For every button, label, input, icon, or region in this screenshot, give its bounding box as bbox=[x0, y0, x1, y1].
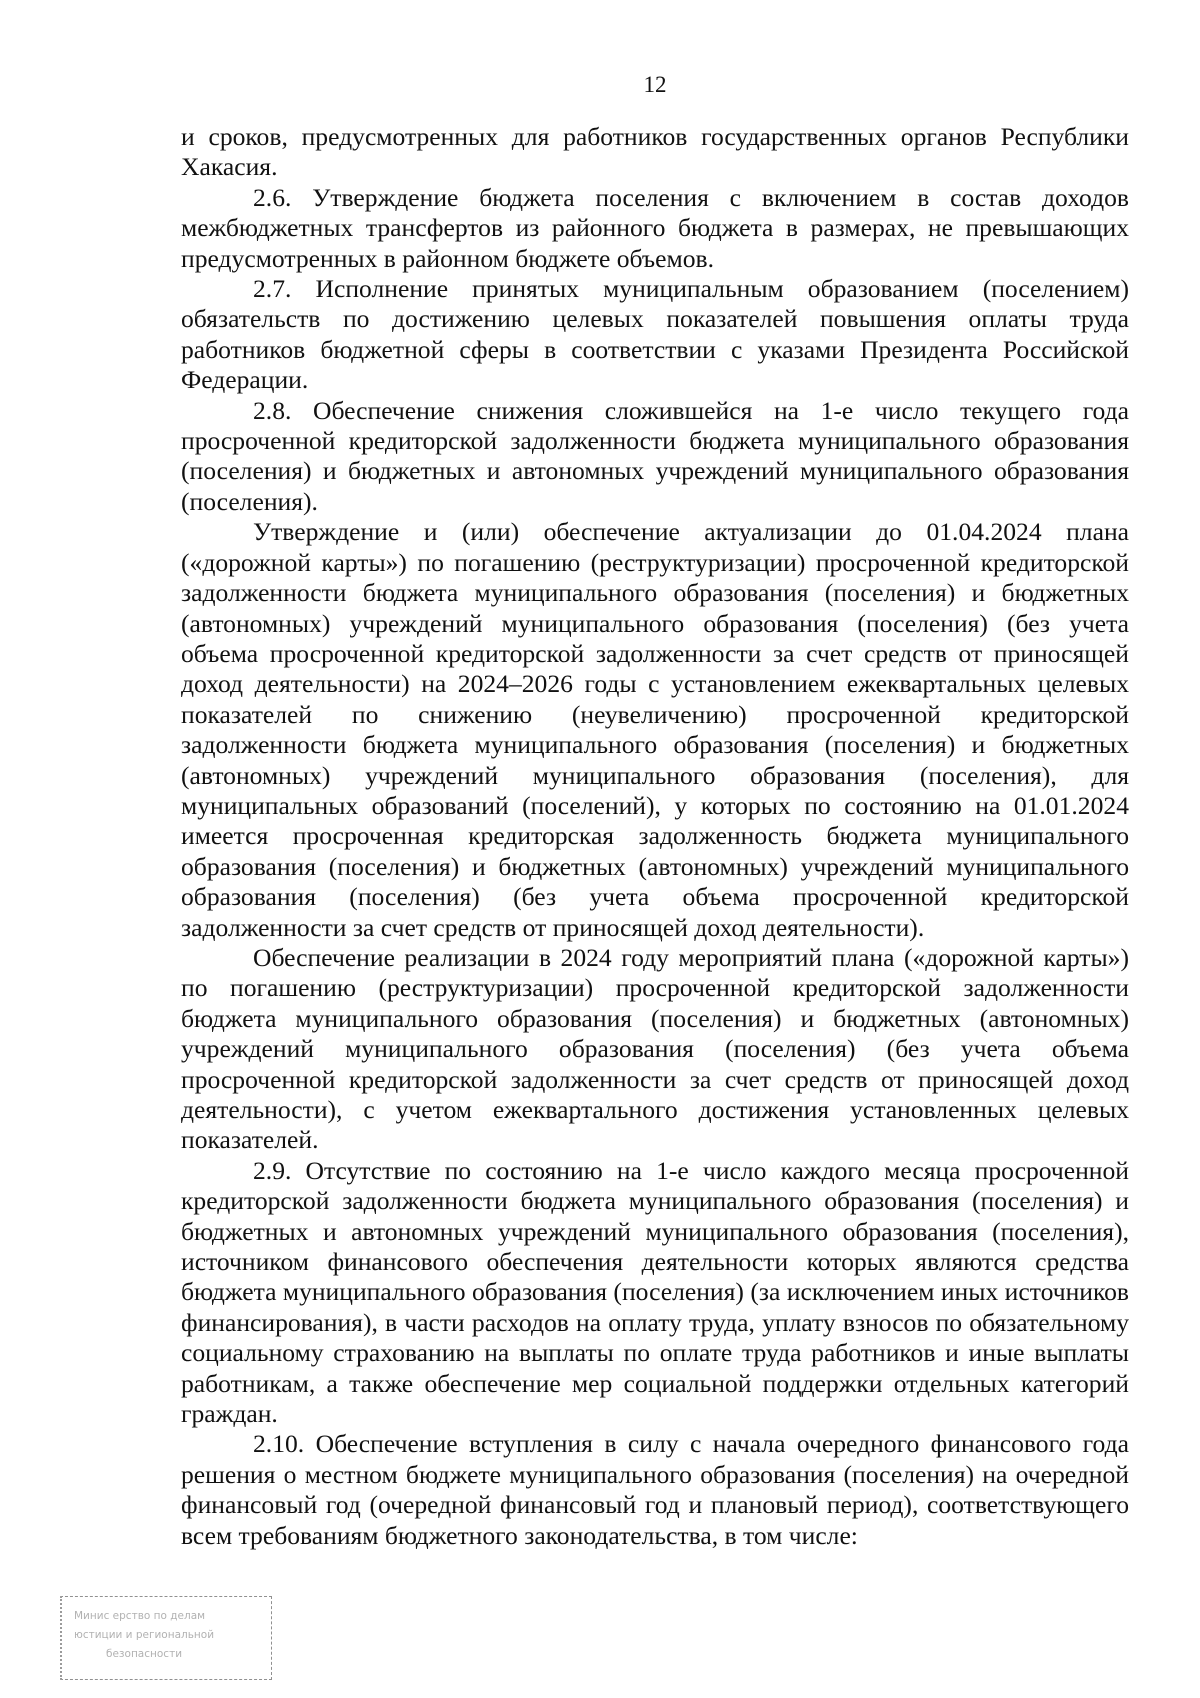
stamp-line-2: юстиции и региональной bbox=[74, 1629, 215, 1641]
paragraph-roadmap-implementation: Обеспечение реализации в 2024 году мероприятий плана («дорожной карты») по погашению (реструктуризации) просроченной кредиторской задолженности бюджета муниципального образования (поселения) и бюджетных (автономных) учреждений муниципального образования (поселения) (без учета объема просроченной кредиторской задолженности за счет средств от приносящей доход деятельности), с учетом ежеквартального достижения установленных целевых показателей. bbox=[181, 942, 1129, 1155]
paragraph-2-10: 2.10. Обеспечение вступления в силу с начала очередного финансового года решения о местном бюджете муниципального образования (поселения) на очередной финансовый год (очередной финансовый год и плановый период), соответствующего всем требованиям бюджетного законодательства, в том числе: bbox=[181, 1429, 1129, 1550]
paragraph-2-8: 2.8. Обеспечение снижения сложившейся на 1-е число текущего года просроченной кредиторской задолженности бюджета муниципального образования (поселения) и бюджетных и автономных учреждений муниципального образования (поселения). bbox=[181, 395, 1129, 516]
registration-stamp bbox=[60, 1596, 272, 1680]
stamp-line-3: безопасности bbox=[106, 1648, 183, 1660]
paragraph-continuation: и сроков, предусмотренных для работников государственных органов Республики Хакасия. bbox=[181, 122, 1129, 182]
document-body bbox=[181, 122, 1129, 1551]
paragraph-2-9: 2.9. Отсутствие по состоянию на 1-е число каждого месяца просроченной кредиторской задолженности бюджета муниципального образования (поселения) и бюджетных и автономных учреждений муниципального образования (поселения), источником финансового обеспечения деятельности которых являются средства бюджета муниципального образования (поселения) (за исключением иных источников финансирования), в части расходов на оплату труда, уплату взносов по обязательному социальному страхованию на выплаты по оплате труда работников и иные выплаты работникам, а также обеспечение мер социальной поддержки отдельных категорий граждан. bbox=[181, 1155, 1129, 1429]
paragraph-2-6: 2.6. Утверждение бюджета поселения с включением в состав доходов межбюджетных трансфертов из районного бюджета в размерах, не превышающих предусмотренных в районном бюджете объемов. bbox=[181, 182, 1129, 273]
stamp-line-1: Минис ерство по делам bbox=[74, 1610, 206, 1622]
paragraph-roadmap-approval: Утверждение и (или) обеспечение актуализации до 01.04.2024 плана («дорожной карты») по погашению (реструктуризации) просроченной кредиторской задолженности бюджета муниципального образования (поселения) и бюджетных (автономных) учреждений муниципального образования (поселения) (без учета объема просроченной кредиторской задолженности за счет средств от приносящей доход деятельности) на 2024–2026 годы с установлением ежеквартальных целевых показателей по снижению (неувеличению) просроченной кредиторской задолженности бюджета муниципального образования (поселения) и бюджетных (автономных) учреждений муниципального образования (поселения), для муниципальных образований (поселений), у которых по состоянию на 01.01.2024 имеется просроченная кредиторская задолженность бюджета муниципального образования (поселения) и бюджетных (автономных) учреждений муниципального образования (поселения) (без учета объема просроченной кредиторской задолженности за счет средств от приносящей доход деятельности). bbox=[181, 517, 1129, 942]
page-number: 12 bbox=[643, 72, 667, 97]
paragraph-2-7: 2.7. Исполнение принятых муниципальным образованием (поселением) обязательств по достижению целевых показателей повышения оплаты труда работников бюджетной сферы в соответствии с указами Президента Российской Федерации. bbox=[181, 274, 1129, 395]
